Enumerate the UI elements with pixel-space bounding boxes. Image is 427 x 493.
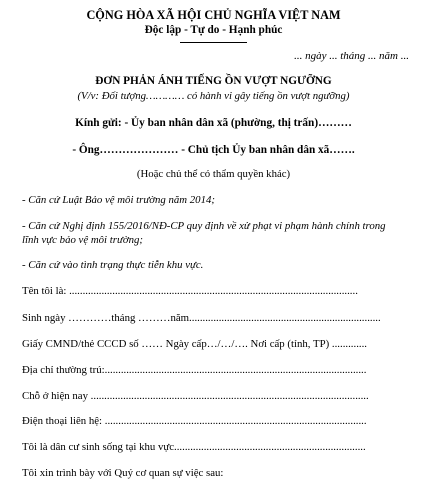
recipient-line-2: - Ông………………… - Chủ tịch Ủy ban nhân dân xã……. bbox=[72, 144, 355, 156]
recipient-line-1: Kính gửi: - Ủy ban nhân dân xã (phường, thị trấn)……… bbox=[75, 117, 352, 129]
date-line: ... ngày ... tháng ... năm ... bbox=[294, 50, 409, 62]
recipient-note: (Hoặc chủ thể có thẩm quyền khác) bbox=[136, 168, 291, 180]
document-subject: (V/v: Đối tượng………… có hành vi gây tiếng ồn vượt ngưỡng) bbox=[77, 90, 350, 102]
legal-basis-2-line-2: lĩnh vực bảo vệ môi trường; bbox=[22, 234, 143, 246]
field-residence: Chỗ ở hiện nay ....................................................................................................... bbox=[22, 390, 369, 402]
motto-underline bbox=[180, 42, 247, 43]
field-resident-area: Tôi là dân cư sinh sống tại khu vực....................................................................... bbox=[22, 441, 366, 453]
motto: Độc lập - Tự do - Hạnh phúc bbox=[144, 24, 283, 36]
country-heading: CỘNG HÒA XÃ HỘI CHỦ NGHĨA VIỆT NAM bbox=[86, 8, 341, 22]
field-id: Giấy CMND/thẻ CCCD số …… Ngày cấp…/…/…. Nơi cấp (tỉnh, TP) ............. bbox=[22, 338, 367, 350]
field-presentation: Tôi xin trình bày với Quý cơ quan sự việc sau: bbox=[22, 467, 224, 479]
field-name: Tên tôi là: ........................................................................................................... bbox=[22, 285, 358, 297]
field-phone: Điện thoại liên hệ: ................................................................................................. bbox=[22, 415, 367, 427]
document-title: ĐƠN PHẢN ÁNH TIẾNG ỒN VƯỢT NGƯỠNG bbox=[95, 75, 332, 87]
field-dob: Sinh ngày …………tháng ………năm....................................................................... bbox=[22, 312, 381, 324]
legal-basis-3: - Căn cứ vào tình trạng thực tiễn khu vực. bbox=[22, 259, 204, 271]
legal-basis-1: - Căn cứ Luật Bảo vệ môi trường năm 2014; bbox=[22, 194, 215, 206]
field-address: Địa chỉ thường trú:................................................................................................. bbox=[22, 364, 367, 376]
legal-basis-2-line-1: - Căn cứ Nghị định 155/2016/NĐ-CP quy định về xử phạt vi phạm hành chính trong bbox=[22, 220, 386, 232]
